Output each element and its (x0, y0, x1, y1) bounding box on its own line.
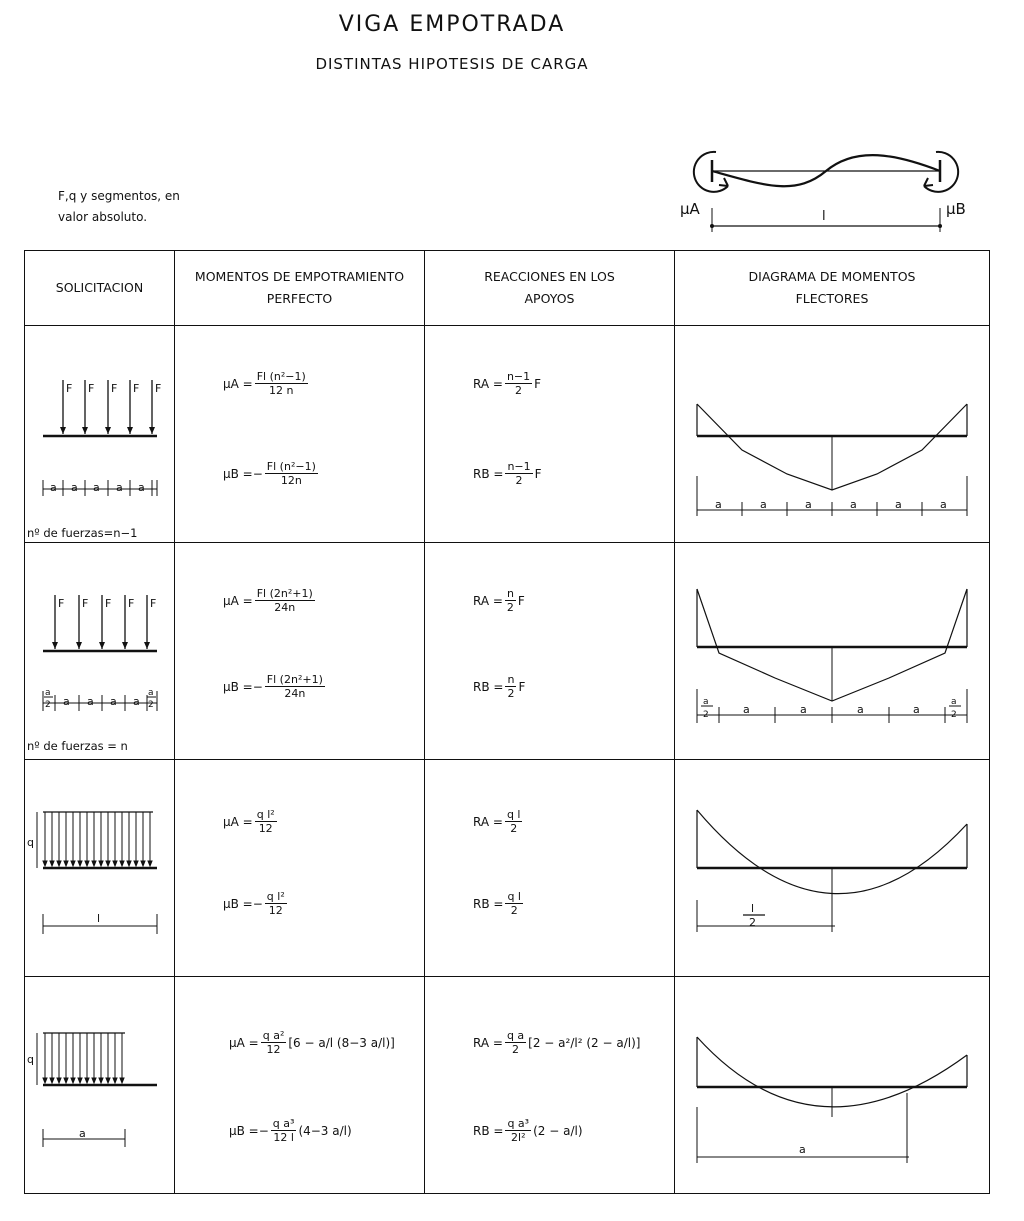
force-label: F (111, 382, 118, 395)
force-count-caption: nº de fuerzas = n (27, 739, 128, 753)
load-case-3-sketch (25, 760, 174, 976)
header-diagrama: DIAGRAMA DE MOMENTOS FLECTORES (675, 251, 990, 326)
diagram-segment-label: a (800, 703, 807, 716)
page-subtitle: DISTINTAS HIPOTESIS DE CARGA (315, 55, 589, 73)
segment-label: a (116, 481, 123, 494)
moment-a-formula: μA = $\frac{\text{q a²}}{12}$ [6 − a/l (8−3 a/l)] (229, 1029, 395, 1056)
half-segment-num: a (45, 688, 51, 698)
load-cases-table (24, 250, 990, 1194)
half-segment-num: a (703, 697, 709, 707)
load-case-1-sketch (25, 326, 174, 542)
header-momentos: MOMENTOS DE EMPOTRAMIENTO PERFECTO (175, 251, 425, 326)
segment-label: a (93, 481, 100, 494)
load-case-2-sketch (25, 543, 174, 759)
force-label: F (58, 597, 65, 610)
diagram-segment-label: a (895, 498, 902, 511)
moment-a-formula: μA = $\frac{\text{Fl (2n²+1)}}{24n}$ (223, 587, 313, 614)
half-span-den: 2 (749, 916, 756, 929)
half-segment-num: a (951, 697, 957, 707)
reaction-b-formula: RB = $\frac{n-1}{2}$ F (473, 460, 542, 487)
segment-label: a (87, 695, 94, 708)
reaction-b-formula: RB = $\frac{\text{q l}}{2}$ (473, 890, 521, 917)
half-segment-num: a (148, 688, 154, 698)
diagram-segment-label: a (805, 498, 812, 511)
force-label: F (150, 597, 157, 610)
diagram-segment-label: a (850, 498, 857, 511)
table-row (25, 760, 990, 977)
segment-label: a (138, 481, 145, 494)
beam-span-label: l (822, 209, 826, 224)
diagram-segment-label: a (760, 498, 767, 511)
force-label: F (82, 597, 89, 610)
segment-label: a (110, 695, 117, 708)
half-span-num: l (751, 902, 755, 915)
reaction-a-formula: RA = $\frac{n}{2}$ F (473, 587, 525, 614)
moment-b-formula: μB =− $\frac{\text{q l²}}{12}$ (223, 890, 285, 917)
load-intensity-label: q (27, 1053, 34, 1066)
force-label: F (128, 597, 135, 610)
segment-label: a (50, 481, 57, 494)
header-reacciones: REACCIONES EN LOS APOYOS (425, 251, 675, 326)
moment-b-formula: μB =− $\frac{\text{q a³}}{12 l}$ (4−3 a/l) (229, 1117, 352, 1144)
reaction-a-formula: RA = $\frac{n-1}{2}$ F (473, 370, 542, 397)
beam-moment-a-label: μA (680, 200, 700, 218)
moment-diagram-3 (675, 760, 989, 976)
reaction-b-formula: RB = $\frac{n}{2}$ F (473, 673, 526, 700)
table-row (25, 977, 990, 1194)
table-row (25, 326, 990, 543)
page-title: VIGA EMPOTRADA (338, 12, 566, 37)
segment-label: a (63, 695, 70, 708)
moment-a-formula: μA = $\frac{\text{Fl (n²−1)}}{12 n}$ (223, 370, 306, 397)
diagram-segment-label: a (743, 703, 750, 716)
diagram-segment-label: a (940, 498, 947, 511)
reaction-b-formula: RB = $\frac{\text{q a³}}{\text{2l²}}$ (2 − a/l) (473, 1117, 583, 1144)
force-label: F (155, 382, 162, 395)
table-header-row (25, 251, 990, 326)
header-solicitacion: SOLICITACION (25, 251, 175, 326)
moment-b-formula: μB =− $\frac{\text{Fl (2n²+1)}}{24n}$ (223, 673, 323, 700)
half-segment-den: 2 (951, 710, 957, 720)
units-note (58, 186, 180, 228)
table-row (25, 543, 990, 760)
fixed-beam-sketch (676, 146, 976, 238)
moment-b-formula: μB =− $\frac{\text{Fl (n²−1)}}{12n}$ (223, 460, 316, 487)
reaction-a-formula: RA = $\frac{\text{q a}}{2}$ [2 − a²/l² (2 − a/l)] (473, 1029, 641, 1056)
partial-span-label: a (79, 1127, 86, 1140)
load-intensity-label: q (27, 836, 34, 849)
segment-label: a (71, 481, 78, 494)
half-segment-den: 2 (45, 700, 51, 710)
moment-diagram-4 (675, 977, 989, 1193)
span-label: l (97, 912, 101, 925)
force-count-caption: nº de fuerzas=n−1 (27, 526, 138, 540)
beam-moment-b-label: μB (946, 200, 966, 218)
reaction-a-formula: RA = $\frac{\text{q l}}{2}$ (473, 808, 521, 835)
moment-a-formula: μA = $\frac{\text{q l²}}{12}$ (223, 808, 275, 835)
units-note-line-1: F,q y segmentos, en (58, 189, 180, 203)
diagram-span-label: a (799, 1143, 806, 1156)
moment-diagram-2 (675, 543, 989, 759)
diagram-segment-label: a (857, 703, 864, 716)
force-label: F (133, 382, 140, 395)
segment-label: a (133, 695, 140, 708)
units-note-line-2: valor absoluto. (58, 210, 148, 224)
half-segment-den: 2 (148, 700, 154, 710)
load-case-4-sketch (25, 977, 174, 1193)
diagram-segment-label: a (913, 703, 920, 716)
moment-diagram-1 (675, 326, 989, 542)
force-label: F (88, 382, 95, 395)
half-segment-den: 2 (703, 710, 709, 720)
diagram-segment-label: a (715, 498, 722, 511)
force-label: F (105, 597, 112, 610)
force-label: F (66, 382, 73, 395)
